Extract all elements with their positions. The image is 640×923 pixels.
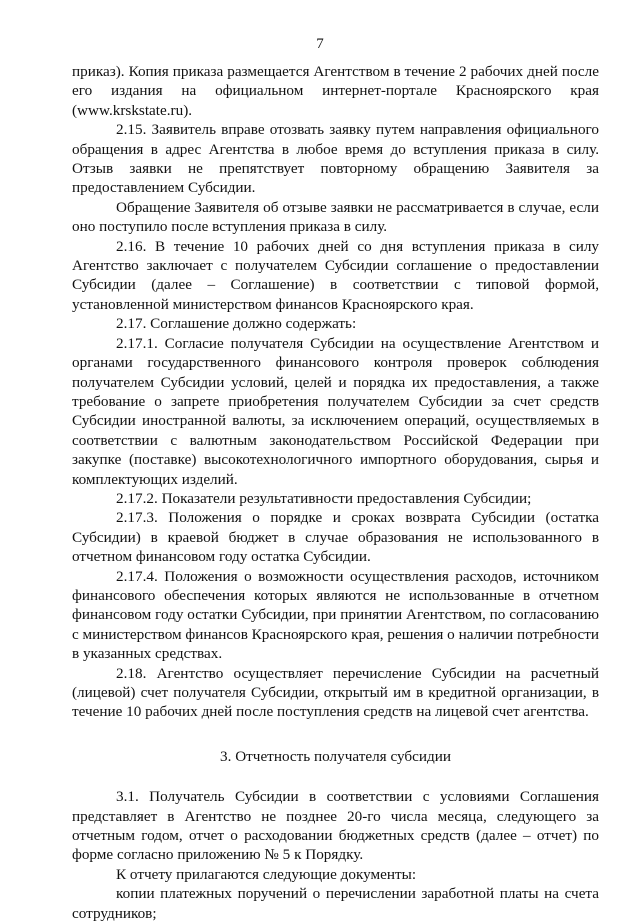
- paragraph: 2.17.2. Показатели результативности предоставления Субсидии;: [116, 489, 532, 507]
- paragraph: приказ). Копия приказа размещается Агентством в течение 2 рабочих дней после его издания на официальном интернет-портале Красноярского края (www.krskstate.ru).: [72, 63, 599, 119]
- paragraph: 2.16. В течение 10 рабочих дней со дня вступления приказа в силу Агентство заключает с получателем Субсидии соглашение о предоставлении Субсидии (далее – Соглашение) в соответствии с типовой формой, установленной министерством финансов Красноярского края.: [72, 237, 599, 313]
- paragraph: 2.17.4. Положения о возможности осуществления расходов, источником финансового обеспечения которых являются не использованные в отчетном финансовом году остатки Субсидии, при принятии Агентством, по согласованию с министерством финансов Красноярского края, решения о наличии потребности в указанных средствах.: [72, 567, 599, 663]
- paragraph: 2.18. Агентство осуществляет перечисление Субсидии на расчетный (лицевой) счет получателя Субсидии, открытый им в кредитной организации, в течение 10 рабочих дней после поступления средств на лицевой счет агентства.: [72, 664, 599, 721]
- document-body: [72, 62, 599, 923]
- section-heading: 3. Отчетность получателя субсидии: [220, 747, 451, 765]
- paragraph: 2.17. Соглашение должно содержать:: [116, 315, 357, 333]
- paragraph: 2.17.3. Положения о порядке и сроках возврата Субсидии (остатка Субсидии) в краевой бюджет в случае образования не использованного в отчетном финансовом году остатка Субсидии.: [72, 509, 599, 566]
- paragraph: К отчету прилагаются следующие документы:: [116, 865, 417, 883]
- paragraph: 2.15. Заявитель вправе отозвать заявку путем направления официального обращения в адрес Агентства в любое время до вступления приказа в силу. Отзыв заявки не препятствует повторному обращению Заявителя за предоставлением Субсидии.: [72, 121, 599, 197]
- paragraph: 3.1. Получатель Субсидии в соответствии с условиями Соглашения представляет в Агентство не позднее 20-го числа месяца, следующего за отчетным годом, отчет о расходовании бюджетных средств (далее – отчет) по форме согласно приложению № 5 к Порядку.: [72, 788, 599, 864]
- paragraph: 2.17.1. Согласие получателя Субсидии на осуществление Агентством и органами государственного финансового контроля проверок соблюдения получателем Субсидии условий, целей и порядка их предоставления, а также требование о запрете приобретения получателем Субсидии за счет средств Субсидии иностранной валюты, за исключением операций, осуществляемых в соответствии с валютным законодательством Российской Федерации при закупке (поставке) высокотехнологичного импортного оборудования, сырья и комплектующих изделий.: [72, 334, 599, 488]
- paragraph: Обращение Заявителя об отзыве заявки не рассматривается в случае, если оно поступило после вступления приказа в силу.: [72, 198, 599, 236]
- paragraph: копии платежных поручений о перечислении заработной платы на счета сотрудников;: [72, 885, 599, 922]
- page-number: 7: [316, 36, 324, 52]
- paragraphs-after-heading: [72, 787, 599, 923]
- paragraphs-before-heading: [72, 62, 599, 722]
